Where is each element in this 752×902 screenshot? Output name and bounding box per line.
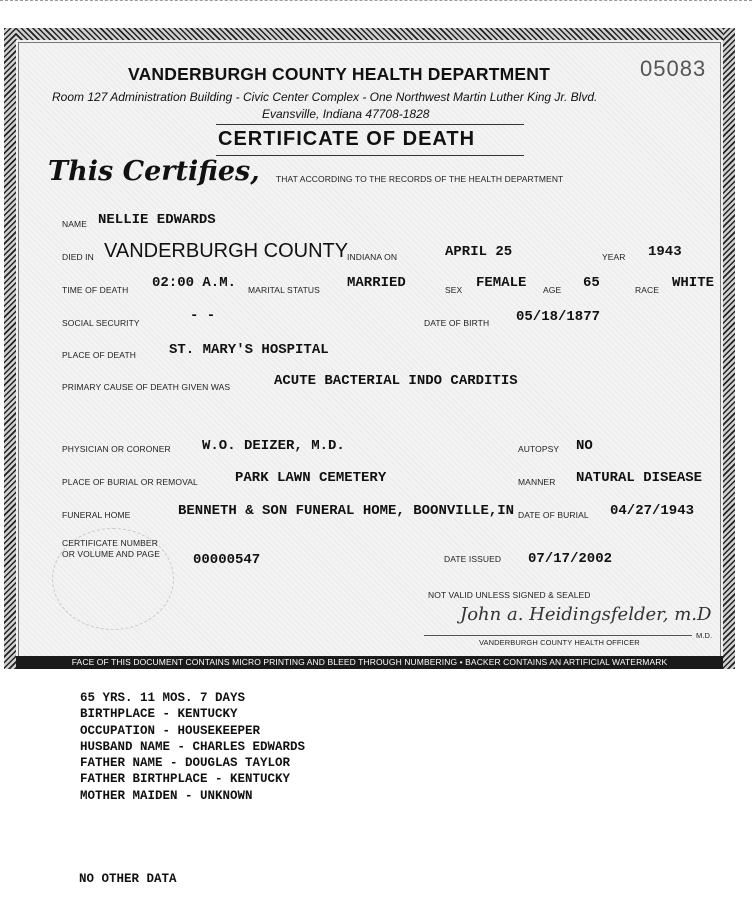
certificate-border-left: [4, 28, 16, 669]
page-top-edge: [0, 0, 752, 15]
label-race: RACE: [635, 285, 660, 295]
label-not-valid: NOT VALID UNLESS SIGNED & SEALED: [428, 590, 591, 600]
death-certificate: [4, 28, 735, 669]
label-year: YEAR: [602, 252, 626, 262]
value-time-of-death: 02:00 A.M.: [152, 275, 237, 291]
note-line: MOTHER MAIDEN - UNKNOWN: [80, 788, 253, 803]
label-place-of-burial: PLACE OF BURIAL OR REMOVAL: [62, 477, 198, 487]
label-died-in: DIED IN: [62, 252, 94, 262]
value-date-of-death: APRIL 25: [445, 244, 513, 260]
value-age: 65: [583, 275, 600, 291]
label-primary-cause: PRIMARY CAUSE OF DEATH GIVEN WAS: [62, 382, 231, 392]
note-line: FATHER BIRTHPLACE - KENTUCKY: [80, 772, 291, 787]
address-line-1: Room 127 Administration Building - Civic Center Complex - One Northwest Martin Luther King Jr. Blvd.: [52, 90, 598, 104]
label-health-officer: VANDERBURGH COUNTY HEALTH OFFICER: [479, 638, 640, 647]
label-certificate-number-2: OR VOLUME AND PAGE: [62, 549, 160, 559]
value-died-in: VANDERBURGH COUNTY: [104, 240, 349, 262]
label-age: AGE: [543, 285, 562, 295]
this-certifies-heading: This Certifies,: [48, 156, 260, 187]
value-race: WHITE: [672, 275, 715, 291]
value-name: NELLIE EDWARDS: [98, 212, 216, 228]
title-rule-top: [216, 124, 524, 125]
label-place-of-death: PLACE OF DEATH: [62, 350, 136, 360]
label-md: M.D.: [696, 631, 713, 640]
certificate-title: CERTIFICATE OF DEATH: [218, 128, 476, 150]
note-line: FATHER NAME - DOUGLAS TAYLOR: [80, 756, 291, 771]
label-date-of-birth: DATE OF BIRTH: [424, 318, 490, 328]
value-primary-cause: ACUTE BACTERIAL INDO CARDITIS: [274, 373, 518, 389]
label-certificate-number-1: CERTIFICATE NUMBER: [62, 538, 158, 548]
value-physician: W.O. DEIZER, M.D.: [202, 438, 345, 454]
note-line: 65 YRS. 11 MOS. 7 DAYS: [80, 691, 246, 705]
label-name: NAME: [62, 219, 87, 229]
label-physician: PHYSICIAN OR CORONER: [62, 444, 171, 454]
value-manner: NATURAL DISEASE: [576, 470, 703, 486]
value-date-issued: 07/17/2002: [528, 551, 613, 567]
label-marital-status: MARITAL STATUS: [248, 285, 320, 295]
value-date-of-birth: 05/18/1877: [516, 309, 601, 325]
label-autopsy: AUTOPSY: [518, 444, 560, 454]
value-date-of-burial: 04/27/1943: [610, 503, 695, 519]
value-sex: FEMALE: [476, 275, 527, 291]
label-social-security: SOCIAL SECURITY: [62, 318, 140, 328]
title-rule-bottom: [216, 155, 524, 156]
notes-block: [80, 690, 305, 804]
signature-line: [424, 635, 692, 636]
value-certificate-number: 00000547: [193, 552, 261, 568]
label-manner: MANNER: [518, 477, 556, 487]
value-autopsy: NO: [576, 438, 593, 454]
value-funeral-home: BENNETH & SON FUNERAL HOME, BOONVILLE,IN: [178, 503, 515, 519]
value-place-of-burial: PARK LAWN CEMETERY: [235, 470, 387, 486]
value-year: 1943: [648, 244, 682, 260]
certificate-border-right: [723, 28, 735, 669]
label-sex: SEX: [445, 285, 463, 295]
serial-number: 05083: [640, 56, 707, 81]
label-time-of-death: TIME OF DEATH: [62, 285, 129, 295]
certifies-subtext: THAT ACCORDING TO THE RECORDS OF THE HEALTH DEPARTMENT: [276, 174, 564, 184]
value-social-security: - -: [190, 308, 216, 324]
department-name: VANDERBURGH COUNTY HEALTH DEPARTMENT: [128, 64, 551, 84]
label-funeral-home: FUNERAL HOME: [62, 510, 131, 520]
label-indiana-on: INDIANA ON: [347, 252, 398, 262]
notes-closing: NO OTHER DATA: [79, 872, 177, 886]
value-place-of-death: ST. MARY'S HOSPITAL: [169, 342, 329, 358]
note-line: HUSBAND NAME - CHARLES EDWARDS: [80, 739, 306, 754]
label-date-of-burial: DATE OF BURIAL: [518, 510, 589, 520]
label-date-issued: DATE ISSUED: [444, 554, 502, 564]
value-marital-status: MARRIED: [347, 275, 406, 291]
signature: John a. Heidingsfelder, m.D: [460, 604, 712, 625]
note-line: OCCUPATION - HOUSEKEEPER: [80, 723, 261, 738]
address-line-2: Evansville, Indiana 47708-1828: [262, 107, 430, 121]
note-line: BIRTHPLACE - KENTUCKY: [80, 707, 238, 722]
certificate-border-top: [4, 28, 735, 40]
security-footer-band: FACE OF THIS DOCUMENT CONTAINS MICRO PRINTING AND BLEED THROUGH NUMBERING • BACKER CONTAINS AN ARTIFICIAL WATERMARK: [16, 656, 723, 669]
